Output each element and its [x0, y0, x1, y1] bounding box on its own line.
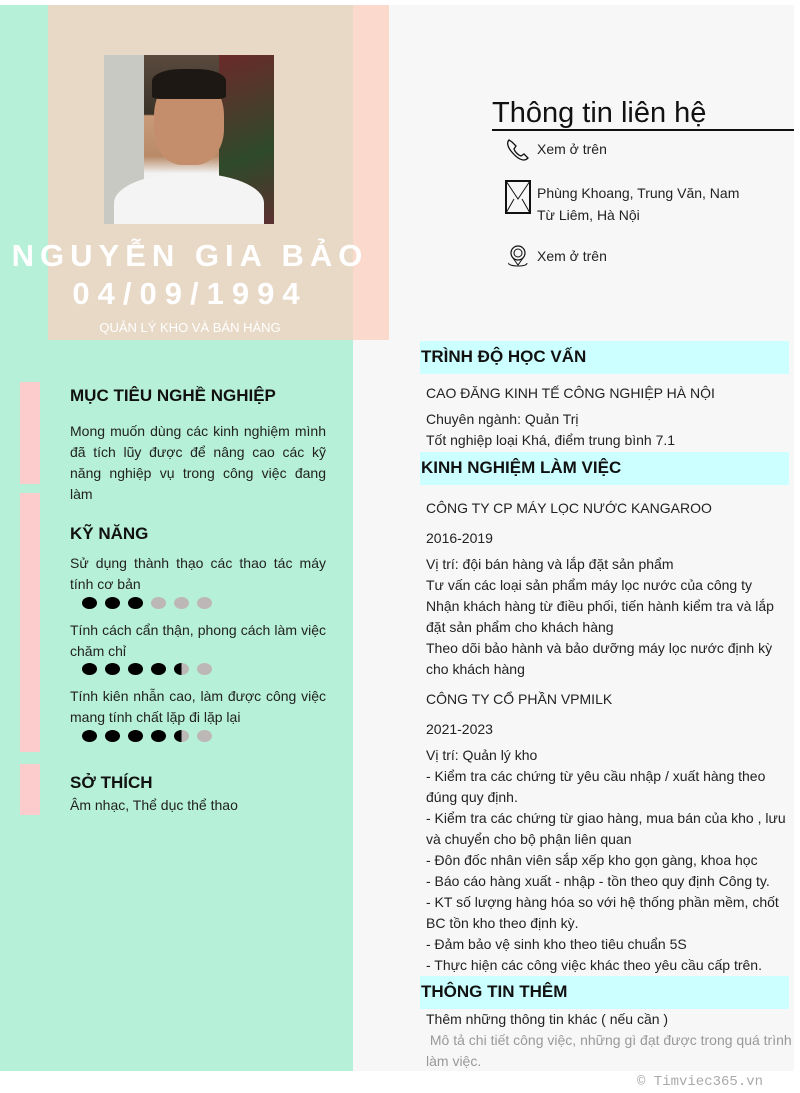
job-period: 2021-2023 — [426, 721, 493, 737]
candidate-name: NGUYỄN GIA BẢO — [11, 238, 369, 273]
rating-dot — [82, 663, 97, 675]
section-marker — [20, 764, 40, 815]
objective-heading: MỤC TIÊU NGHỀ NGHIỆP — [70, 386, 276, 405]
section-marker — [20, 493, 40, 752]
rating-dot — [151, 663, 166, 675]
job-detail-line: Vị trí: đội bán hàng và lắp đặt sản phẩm — [426, 556, 674, 572]
section-marker — [20, 382, 40, 484]
contact-location: Xem ở trên — [537, 248, 607, 264]
job-detail-line: Vị trí: Quản lý kho — [426, 747, 538, 763]
contact-address — [537, 182, 739, 226]
address-line: Từ Liêm, Hà Nội — [537, 207, 640, 223]
extra-description: Mô tả chi tiết công việc, những gì đạt được trong quá trình làm việc. — [426, 1032, 796, 1069]
job-detail-line: - Báo cáo hàng xuất - nhập - tồn theo quy định Công ty. — [426, 873, 770, 889]
divider — [492, 129, 794, 131]
rating-dot — [105, 663, 120, 675]
rating-dot — [151, 597, 166, 609]
rating-dot — [174, 597, 189, 609]
job-detail-line: Nhận khách hàng từ điều phối, tiến hành kiểm tra và lắp đặt sản phẩm cho khách hàng — [426, 598, 774, 635]
job-period: 2016-2019 — [426, 530, 493, 546]
job-detail-line: - Kiểm tra các chứng từ giao hàng, mua bán của kho , lưu và chuyển cho bộ phận liên quan — [426, 810, 786, 847]
company-name: CÔNG TY CỔ PHẦN VPMILK — [426, 691, 613, 707]
envelope-icon — [505, 180, 531, 214]
major: Chuyên ngành: Quản Trị — [426, 411, 579, 427]
job-detail-line: - KT số lượng hàng hóa so với hệ thống phần mềm, chốt BC tồn kho theo định kỳ. — [426, 894, 779, 931]
rating-dot — [128, 663, 143, 675]
job-detail-line: Theo dõi bảo hành và bảo dưỡng máy lọc nước định kỳ cho khách hàng — [426, 640, 773, 677]
school-name: CAO ĐĂNG KINH TẾ CÔNG NGHIỆP HÀ NỘI — [426, 385, 715, 401]
rating-dot — [197, 730, 212, 742]
job-detail-line: Tư vấn các loại sản phẩm máy lọc nước của công ty — [426, 577, 752, 593]
job-title: QUẢN LÝ KHO VÀ BÁN HÀNG — [99, 320, 281, 335]
objective-text: Mong muốn dùng các kinh nghiệm mình đã tích lũy được để nâng cao các kỹ năng nghiệp vụ trong công việc đang làm — [70, 423, 326, 502]
rating-dot — [174, 730, 189, 742]
date-of-birth: 04/09/1994 — [72, 276, 308, 311]
rating-dot — [197, 663, 212, 675]
job-detail-line: - Đảm bảo vệ sinh kho theo tiêu chuẩn 5S — [426, 936, 687, 952]
job-detail-line: - Kiểm tra các chứng từ yêu cầu nhập / xuất hàng theo đúng quy định. — [426, 768, 766, 805]
location-icon — [505, 244, 531, 270]
rating-dot — [82, 597, 97, 609]
extra-heading: THÔNG TIN THÊM — [420, 976, 789, 1009]
rating-dot — [105, 730, 120, 742]
hobbies-text: Âm nhạc, Thể dục thể thao — [70, 797, 238, 813]
rating-dot — [151, 730, 166, 742]
watermark: © Timviec365.vn — [637, 1074, 764, 1090]
job-detail-line: - Thực hiện các công việc khác theo yêu cầu cấp trên. — [426, 957, 762, 973]
skill-label: Tính kiên nhẫn cao, làm được công việc mang tính chất lặp đi lặp lại — [70, 688, 326, 725]
address-line: Phùng Khoang, Trung Văn, Nam — [537, 185, 740, 201]
phone-icon — [505, 137, 531, 163]
rating-dot — [174, 663, 189, 675]
skill-label: Tính cách cẩn thận, phong cách làm việc chăm chỉ — [70, 622, 326, 659]
skills-heading: KỸ NĂNG — [70, 524, 149, 543]
skill-rating — [82, 730, 212, 742]
company-name: CÔNG TY CP MÁY LỌC NƯỚC KANGAROO — [426, 500, 712, 516]
rating-dot — [197, 597, 212, 609]
skill-rating — [82, 663, 212, 675]
job-detail-line: - Đôn đốc nhân viên sắp xếp kho gọn gàng, khoa học — [426, 852, 758, 868]
rating-dot — [105, 597, 120, 609]
rating-dot — [82, 730, 97, 742]
extra-line: Thêm những thông tin khác ( nếu cần ) — [426, 1011, 669, 1027]
job-details — [426, 745, 794, 976]
grade: Tốt nghiệp loại Khá, điểm trung bình 7.1 — [426, 432, 676, 448]
contact-phone: Xem ở trên — [537, 141, 607, 157]
experience-heading: KINH NGHIỆM LÀM VIỆC — [420, 452, 789, 485]
skill-label: Sử dụng thành thạo các thao tác máy tính cơ bản — [70, 555, 326, 592]
education-heading: TRÌNH ĐỘ HỌC VẤN — [420, 341, 789, 374]
skill-rating — [82, 597, 212, 609]
rating-dot — [128, 730, 143, 742]
profile-photo — [104, 55, 274, 224]
contact-heading: Thông tin liên hệ — [492, 97, 707, 129]
rating-dot — [128, 597, 143, 609]
hobbies-heading: SỞ THÍCH — [70, 773, 153, 792]
job-details — [426, 554, 794, 680]
